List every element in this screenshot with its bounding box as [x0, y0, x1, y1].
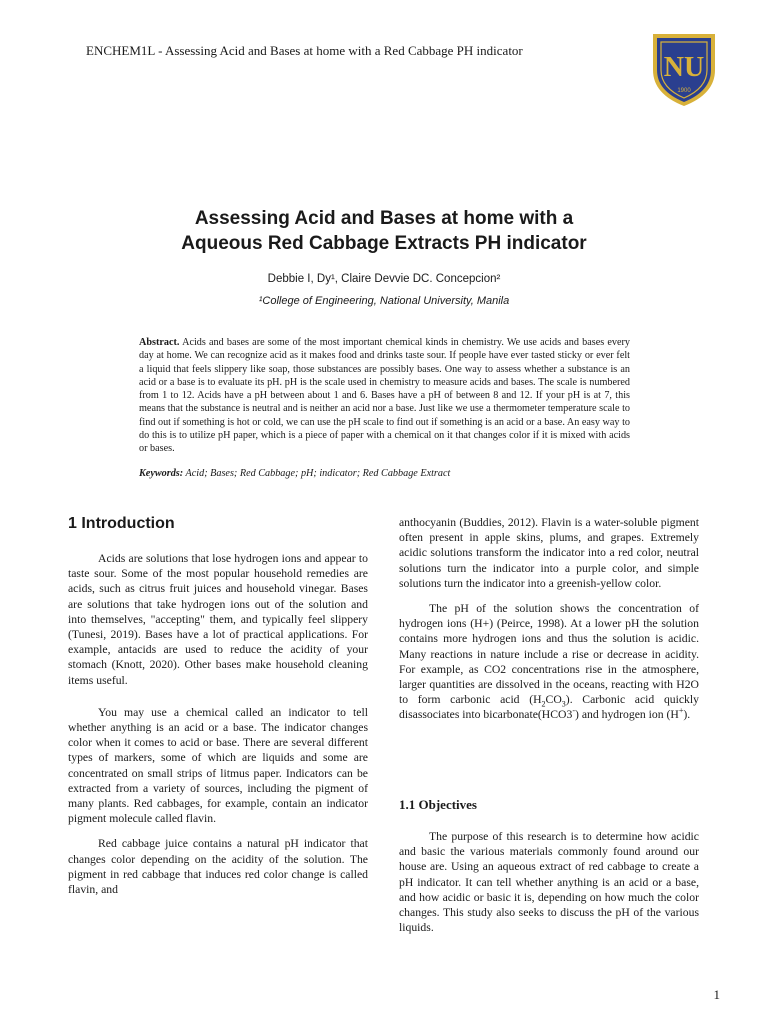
- keywords: [139, 468, 630, 479]
- keywords-text: Acid; Bases; Red Cabbage; pH; indicator; Red Cabbage Extract: [185, 468, 451, 479]
- paragraph: Red cabbage juice contains a natural pH indicator that changes color depending on the acidity of the solution. The pigment in red cabbage that induces red color change is called flavin, and: [68, 837, 368, 897]
- affiliation: ¹College of Engineering, National University, Manila: [258, 295, 510, 307]
- paragraph: You may use a chemical called an indicator to tell whether anything is an acid or a base. The indicator changes color when it comes to acid or base. There are several different types of markers, some of which are liquids and some are concentrated on small strips of litmus paper. Indicators can be extracted from a variety of sources, including the pigment of many plants. Red cabbages, for example, contain an indicator pigment molecule called flavin.: [68, 705, 368, 826]
- logo-year: 1900: [677, 88, 691, 94]
- section-heading-objectives: 1.1 Objectives: [399, 797, 477, 812]
- right-column-top: [399, 515, 699, 723]
- page-number: 1: [713, 987, 720, 1002]
- keywords-label: Keywords:: [139, 468, 184, 479]
- paragraph: The purpose of this research is to determine how acidic and basic the various materials commonly found around our house are. Using an aqueous extract of red cabbage to create a pH indicator. It can tell whether anything is an acid or a base, and how acidic or basic it is, depending on how much the color changes. This study also seeks to discuss the pH of the various liquids.: [399, 830, 699, 935]
- left-column: [68, 551, 368, 897]
- right-column-bottom: [399, 829, 699, 935]
- title-line-1: Assessing Acid and Bases at home with a: [194, 208, 574, 229]
- authors: Debbie I, Dy¹, Claire Devvie DC. Concepcion²: [267, 273, 501, 285]
- paragraph-ph: The pH of the solution shows the concentration of hydrogen ions (H+) (Peirce, 1998). At a lower pH the solution contains more hydrogen ions and thus the solution is acidic. Many reactions in nature include a rise or decrease in acidity. For example, as CO2 concentrations rise in the atmosphere, larger quantities are dissolved in the oceans, reacting with H2O to form carbonic acid $(H_2CO_3)$. Carbonic acid quickly disassociates into bicarbonate(HCO3-) and hydrogen ion (H+).: [399, 602, 699, 722]
- logo-letters: NU: [663, 52, 705, 83]
- paper-title: [100, 206, 668, 256]
- running-header: ENCHEM1L - Assessing Acid and Bases at home with a Red Cabbage PH indicator: [86, 43, 523, 58]
- paragraph: anthocyanin (Buddies, 2012). Flavin is a water-soluble pigment often present in apple skins, plums, and grapes. Extremely acidic solutions transform the indicator into a red color, neutral solutions turn the indicator into a purple color, and simple solutions turn the indicator into a greenish-yellow color.: [399, 516, 699, 590]
- abstract-label: Abstract.: [139, 337, 180, 348]
- title-line-2: Aqueous Red Cabbage Extracts PH indicator: [181, 233, 587, 254]
- abstract: [139, 336, 630, 456]
- paragraph: Acids are solutions that lose hydrogen ions and appear to taste sour. Some of the most popular household remedies are acids, such as citrus fruit juices and household vinegar. Bases are solutions that take hydrogen ions out of the solution and into themselves, "accepting" them, and typically feel slippery (Tunesi, 2019). Bases have a lot of practical applications. For example, antacids are used to reduce the acidity of your stomach (Knott, 2020). Other bases make household cleaning items useful.: [68, 552, 368, 687]
- section-heading-introduction: 1 Introduction: [68, 515, 175, 532]
- abstract-text: Acids and bases are some of the most important chemical kinds in chemistry. We use acids and bases every day at home. We can recognize acid as it makes food and drinks taste sour. If people have ever tasted sticky or ever felt a liquid that feels slippery like soap, those substances are possibly bases. One way to assess whether a substance is an acid or a base is to evaluate its pH. pH is the scale used in chemistry to measure acids and bases. The scale is numbered from 1 to 12. Acids have a pH between about 1 and 6. Bases have a pH of between 8 and 12. If your pH is at 7, this means that the substance is neutral and is neither an acid nor a base. Just like we use a thermometer temperature scale to find out if something is hot or cold, we can use the pH scale to find out if something is an acid or a base. An easy way to do this is to utilize pH paper, which is a piece of paper with a chemical on it that changes color if it is mixed with acids or bases.: [139, 337, 631, 455]
- university-logo: [649, 30, 719, 108]
